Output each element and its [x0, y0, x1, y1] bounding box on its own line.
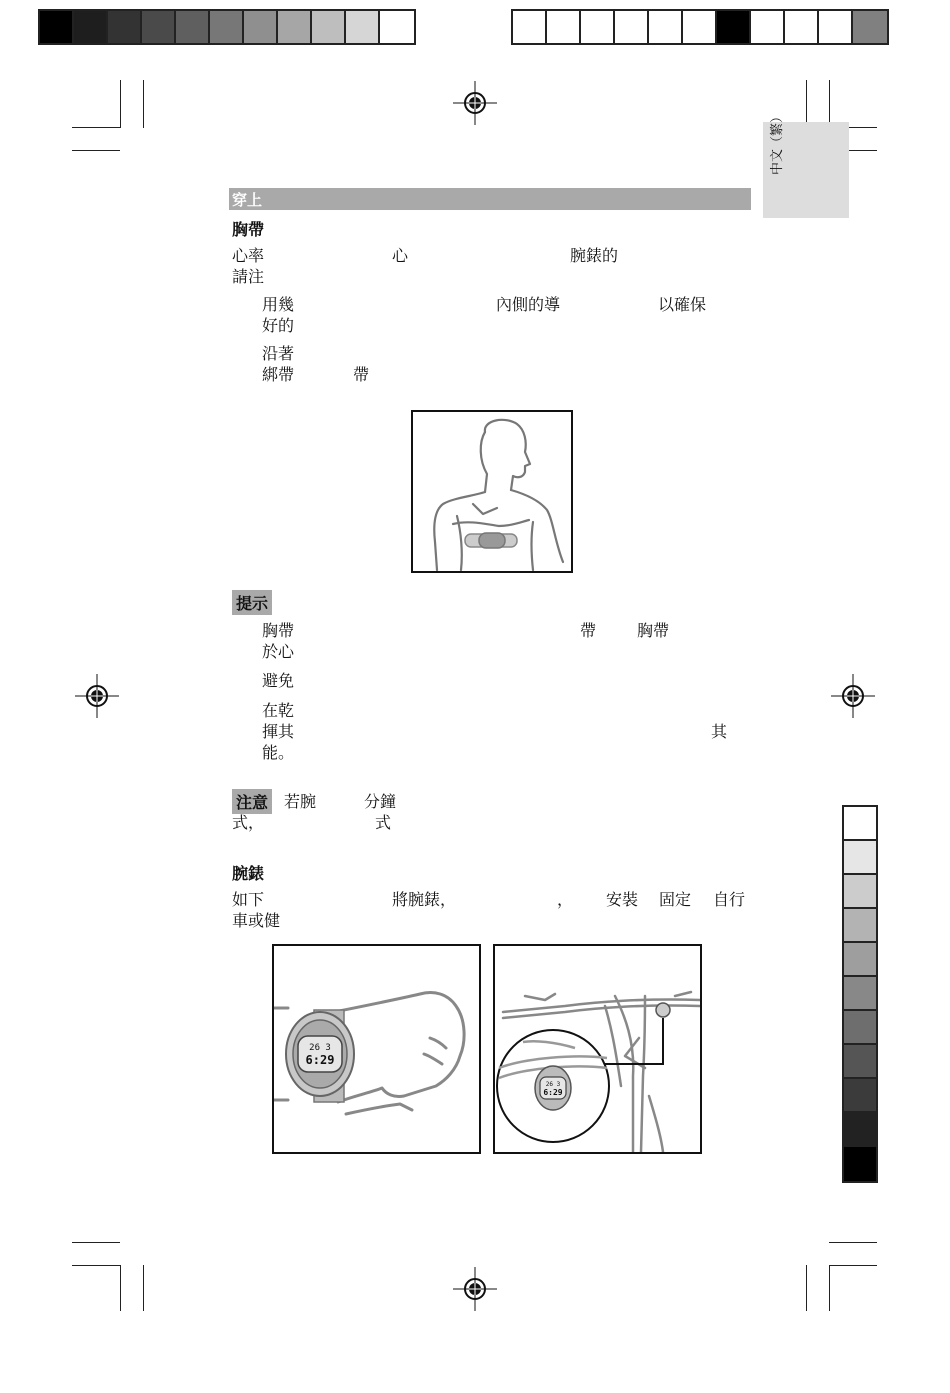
calib-left-swatch-6 — [210, 11, 244, 43]
registration-mark-bottom — [453, 1267, 497, 1311]
registration-mark-right — [831, 674, 875, 718]
watch-on-bike-figure — [493, 944, 702, 1154]
ramp-swatch-4 — [844, 909, 876, 943]
ramp-swatch-7 — [844, 1011, 876, 1045]
ramp-swatch-1 — [844, 807, 876, 841]
calib-right-swatch-11 — [853, 11, 887, 43]
calib-left-swatch-1 — [40, 11, 74, 43]
calib-right-swatch-9 — [785, 11, 819, 43]
step1-b: 內側的導 — [496, 295, 561, 314]
wrist-line1-a: 如下 — [232, 890, 265, 909]
section-title: 穿上 — [232, 191, 263, 209]
calib-right-swatch-7 — [717, 11, 751, 43]
tip3-a: 在乾 — [262, 701, 295, 720]
note-line2-b: 式 — [375, 813, 392, 832]
wrist-watch-illustration — [274, 946, 479, 1152]
calib-left-swatch-7 — [244, 11, 278, 43]
note-label: 注意 — [232, 789, 272, 814]
tips-label: 提示 — [232, 590, 272, 615]
step1-a: 用幾 — [262, 295, 295, 314]
grayscale-ramp — [842, 805, 878, 1183]
wrist-line1-c: ， — [557, 890, 574, 909]
step2-c: 帶 — [353, 365, 370, 384]
wrist-heading: 腕錶 — [232, 864, 265, 883]
wrist-line2: 車或健 — [232, 911, 281, 930]
chest-strap-heading: 胸帶 — [232, 220, 265, 239]
tip3-line3: 能。 — [262, 743, 295, 762]
calibration-bar-right — [511, 9, 889, 45]
calib-right-swatch-1 — [513, 11, 547, 43]
tip1-line2: 於心 — [262, 642, 295, 661]
bike-watch-display-bottom: 6:29 — [543, 1088, 563, 1097]
note-text-a: 若腕 — [284, 792, 317, 811]
wrist-line1-b: 將腕錶， — [392, 890, 457, 909]
calib-right-swatch-8 — [751, 11, 785, 43]
note-line2-a: 式， — [232, 813, 265, 832]
tip1-b: 帶 — [580, 621, 597, 640]
bike-watch-display-top: 26 3 — [545, 1081, 561, 1088]
calib-left-swatch-4 — [142, 11, 176, 43]
ramp-swatch-6 — [844, 977, 876, 1011]
wrist-line1-d: 安裝 — [606, 890, 639, 909]
calib-right-swatch-4 — [615, 11, 649, 43]
wrist-line1-e: 固定 — [659, 890, 692, 909]
watch-display-bottom: 6:29 — [305, 1053, 335, 1067]
calib-left-swatch-9 — [312, 11, 346, 43]
note-text-b: 分鐘 — [364, 792, 397, 811]
calibration-bar-left — [38, 9, 416, 45]
registration-mark-left — [75, 674, 119, 718]
ramp-swatch-8 — [844, 1045, 876, 1079]
bike-mount-illustration — [495, 946, 700, 1152]
calib-left-swatch-10 — [346, 11, 380, 43]
ramp-swatch-5 — [844, 943, 876, 977]
ramp-swatch-10 — [844, 1113, 876, 1147]
calib-right-swatch-3 — [581, 11, 615, 43]
calib-left-swatch-11 — [380, 11, 414, 43]
calib-left-swatch-2 — [74, 11, 108, 43]
chest-strap-figure — [411, 410, 573, 573]
calib-right-swatch-2 — [547, 11, 581, 43]
chest-intro-2: 請注 — [232, 267, 265, 286]
step2-a: 沿著 — [262, 344, 295, 363]
wrist-line1-f: 自行 — [713, 890, 746, 909]
tip3-c: 其 — [711, 722, 728, 741]
section-title-bar — [229, 188, 751, 210]
ramp-swatch-11 — [844, 1147, 876, 1181]
ramp-swatch-9 — [844, 1079, 876, 1113]
language-tab-label: 中文（繁） — [770, 109, 785, 175]
chest-intro-1b: 心 — [392, 246, 409, 265]
tip2: 避免 — [262, 671, 295, 690]
calib-left-swatch-8 — [278, 11, 312, 43]
step2-b: 綁帶 — [262, 365, 295, 384]
tip3-b: 揮其 — [262, 722, 295, 741]
step1-c: 以確保 — [658, 295, 707, 314]
calib-right-swatch-10 — [819, 11, 853, 43]
watch-on-wrist-figure — [272, 944, 481, 1154]
calib-left-swatch-5 — [176, 11, 210, 43]
tip1-a: 胸帶 — [262, 621, 295, 640]
ramp-swatch-2 — [844, 841, 876, 875]
tip1-c: 胸帶 — [637, 621, 670, 640]
person-with-chest-strap-illustration — [413, 412, 571, 571]
calib-right-swatch-5 — [649, 11, 683, 43]
chest-intro-1c: 腕錶的 — [570, 246, 619, 265]
watch-display-top: 26 3 — [309, 1043, 331, 1053]
calib-right-swatch-6 — [683, 11, 717, 43]
ramp-swatch-3 — [844, 875, 876, 909]
chest-intro-1a: 心率 — [232, 246, 265, 265]
calib-left-swatch-3 — [108, 11, 142, 43]
step1-line2: 好的 — [262, 316, 295, 335]
registration-mark-top — [453, 81, 497, 125]
